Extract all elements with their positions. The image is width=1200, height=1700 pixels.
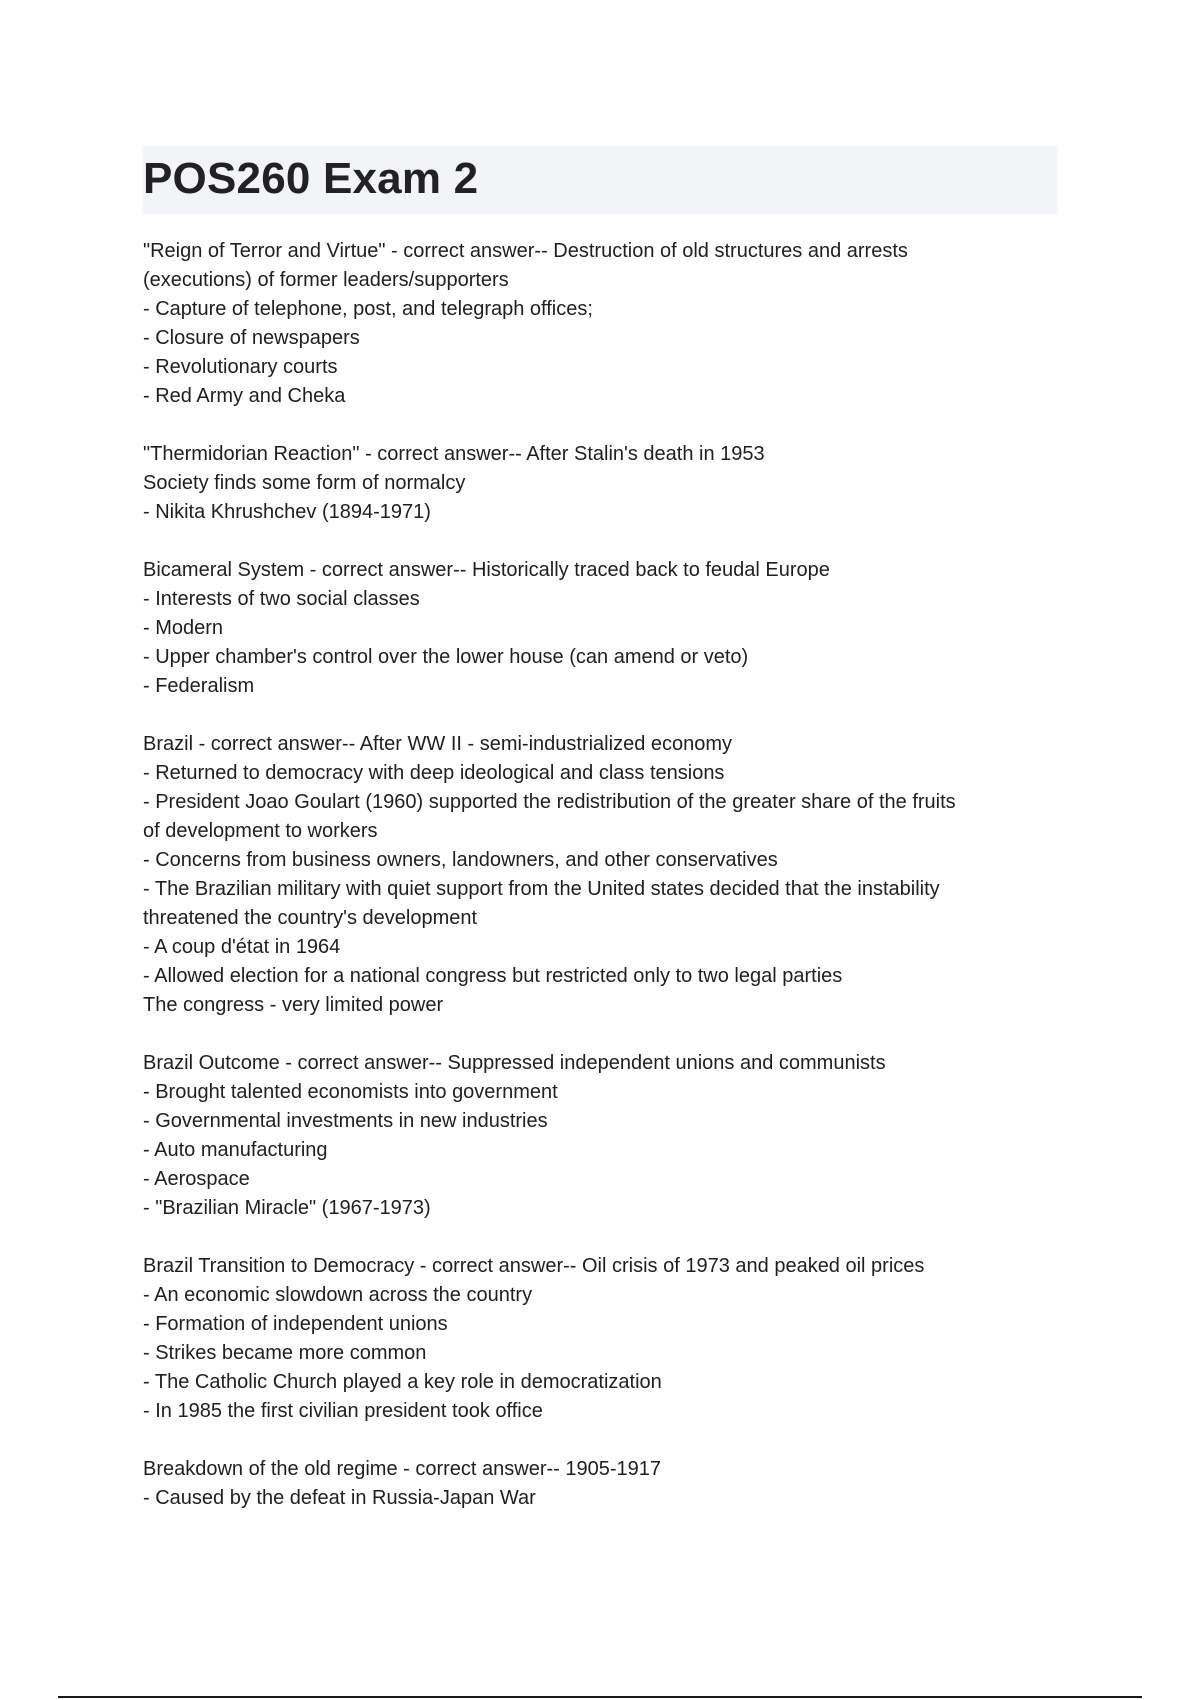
- flashcard-detail-line: - Nikita Khrushchev (1894-1971): [143, 501, 431, 523]
- flashcard-detail-line: - The Catholic Church played a key role in democratization: [143, 1371, 662, 1393]
- flashcard-detail-line: Society finds some form of normalcy: [143, 472, 466, 494]
- flashcard-detail-line: The congress - very limited power: [143, 994, 444, 1016]
- flashcard-detail-line: - Capture of telephone, post, and telegraph offices;: [143, 298, 593, 320]
- flashcard-detail-line: - A coup d'état in 1964: [143, 936, 341, 958]
- flashcard-entry: [143, 237, 1073, 411]
- flashcard-detail-line: - Governmental investments in new industries: [143, 1110, 548, 1132]
- flashcard-detail-line: - Allowed election for a national congress but restricted only to two legal parties: [143, 965, 843, 987]
- flashcard-detail-line: - An economic slowdown across the country: [143, 1284, 533, 1306]
- flashcard-term-line: "Reign of Terror and Virtue" - correct answer-- Destruction of old structures and arrests: [143, 240, 908, 262]
- flashcard-term-line: Bicameral System - correct answer-- Historically traced back to feudal Europe: [143, 559, 830, 581]
- flashcard-detail-line: - Caused by the defeat in Russia-Japan War: [143, 1487, 536, 1509]
- flashcard-entry: [143, 1455, 1073, 1513]
- flashcard-detail-line: of development to workers: [143, 820, 378, 842]
- flashcard-term-line: Brazil Outcome - correct answer-- Suppressed independent unions and communists: [143, 1052, 886, 1074]
- flashcard-detail-line: - Red Army and Cheka: [143, 385, 346, 407]
- flashcard-detail-line: - "Brazilian Miracle" (1967-1973): [143, 1197, 431, 1219]
- footer-divider: [58, 1696, 1142, 1698]
- flashcard-detail-line: - Returned to democracy with deep ideological and class tensions: [143, 762, 725, 784]
- flashcard-list: [143, 237, 1073, 1542]
- title-bar: [143, 146, 1057, 214]
- flashcard-entry: [143, 1252, 1073, 1426]
- flashcard-detail-line: - Strikes became more common: [143, 1342, 427, 1364]
- flashcard-detail-line: - Closure of newspapers: [143, 327, 360, 349]
- flashcard-entry: [143, 440, 1073, 527]
- flashcard-detail-line: - In 1985 the first civilian president took office: [143, 1400, 543, 1422]
- flashcard-detail-line: - Modern: [143, 617, 224, 639]
- flashcard-detail-line: - Aerospace: [143, 1168, 250, 1190]
- flashcard-detail-line: - Concerns from business owners, landowners, and other conservatives: [143, 849, 778, 871]
- flashcard-entry: [143, 556, 1073, 701]
- flashcard-term-line: Brazil - correct answer-- After WW II - semi-industrialized economy: [143, 733, 733, 755]
- flashcard-detail-line: - Formation of independent unions: [143, 1313, 448, 1335]
- flashcard-detail-line: - Auto manufacturing: [143, 1139, 328, 1161]
- flashcard-detail-line: (executions) of former leaders/supporters: [143, 269, 509, 291]
- flashcard-detail-line: - Revolutionary courts: [143, 356, 338, 378]
- flashcard-detail-line: - Federalism: [143, 675, 255, 697]
- flashcard-detail-line: threatened the country's development: [143, 907, 478, 929]
- flashcard-detail-line: - Brought talented economists into government: [143, 1081, 558, 1103]
- flashcard-detail-line: - The Brazilian military with quiet support from the United states decided that the instability: [143, 878, 940, 900]
- flashcard-entry: [143, 730, 1073, 1020]
- flashcard-detail-line: - President Joao Goulart (1960) supported the redistribution of the greater share of the fruits: [143, 791, 956, 813]
- page-title: POS260 Exam 2: [143, 154, 479, 203]
- flashcard-term-line: Breakdown of the old regime - correct answer-- 1905-1917: [143, 1458, 662, 1480]
- flashcard-detail-line: - Interests of two social classes: [143, 588, 420, 610]
- flashcard-term-line: Brazil Transition to Democracy - correct answer-- Oil crisis of 1973 and peaked oil prices: [143, 1255, 925, 1277]
- flashcard-detail-line: - Upper chamber's control over the lower house (can amend or veto): [143, 646, 749, 668]
- flashcard-term-line: "Thermidorian Reaction" - correct answer-- After Stalin's death in 1953: [143, 443, 765, 465]
- flashcard-entry: [143, 1049, 1073, 1223]
